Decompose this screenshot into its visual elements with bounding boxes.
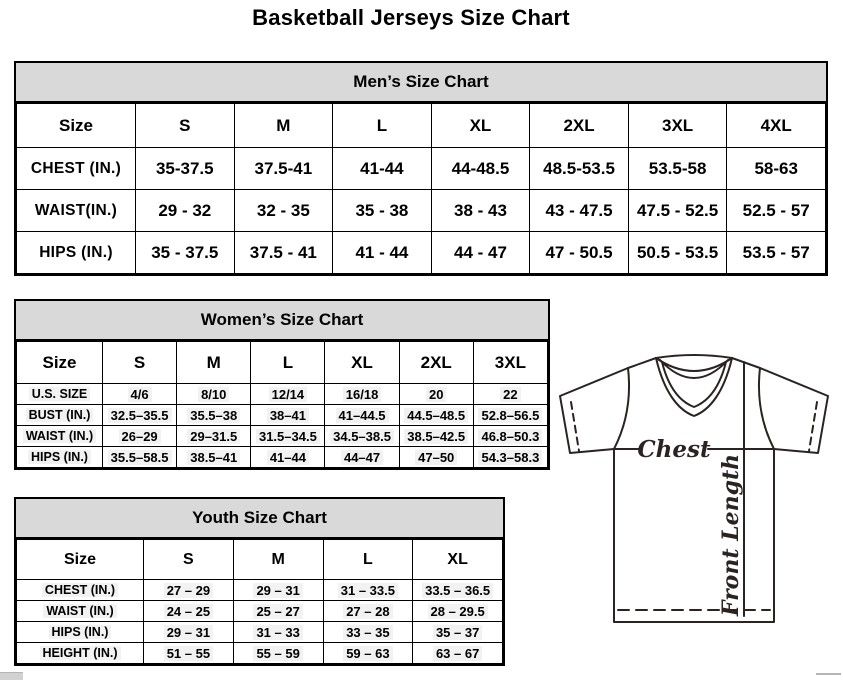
table-cell: [399, 405, 473, 426]
mens-chart-title: Men’s Size Chart: [16, 63, 826, 103]
cell-value: 38 - 43: [454, 200, 507, 220]
cell-value: 29–31.5: [187, 429, 240, 444]
jersey-body-outline: [614, 449, 774, 622]
table-cell: [233, 580, 323, 601]
column-header: Size: [17, 104, 136, 148]
cell-value: 31 – 33.5: [338, 583, 398, 598]
jersey-right-shoulder: [732, 358, 760, 368]
table-cell: [234, 148, 333, 190]
table-cell: [473, 384, 547, 405]
jersey-measurement-diagram: [552, 350, 843, 635]
column-header: 2XL: [530, 104, 629, 148]
table-cell: [628, 190, 727, 232]
table-cell: [473, 447, 547, 468]
table-row: [17, 426, 548, 447]
row-label: [17, 190, 136, 232]
jersey-back-collar-arc-2: [660, 360, 728, 378]
table-row: [17, 232, 826, 274]
column-header: S: [144, 540, 234, 580]
cell-value: 22: [500, 387, 520, 402]
table-cell: [103, 426, 177, 447]
column-header: XL: [325, 342, 399, 384]
table-row: [17, 405, 548, 426]
table-cell: [727, 232, 826, 274]
jersey-collar-top: [656, 355, 732, 358]
chest-label: Chest: [637, 436, 711, 463]
cell-value: 31 – 33: [253, 625, 302, 640]
cell-value: 4/6: [128, 387, 152, 402]
cell-value: 55 – 59: [253, 646, 302, 661]
row-label: [17, 232, 136, 274]
cell-value: 29 – 31: [164, 625, 213, 640]
table-cell: [251, 447, 325, 468]
table-cell: [144, 643, 234, 664]
womens-chart-title: Women’s Size Chart: [16, 301, 548, 341]
cell-value: 16/18: [343, 387, 382, 402]
cell-value: 54.3–58.3: [478, 450, 542, 465]
row-label-text: U.S. SIZE: [29, 387, 91, 401]
table-cell: [413, 622, 503, 643]
column-header: L: [333, 104, 432, 148]
table-cell: [628, 232, 727, 274]
cell-value: 20: [426, 387, 446, 402]
cell-value: 44.5–48.5: [404, 408, 468, 423]
cell-value: 35-37.5: [155, 158, 214, 178]
cell-value: 41–44: [267, 450, 309, 465]
cell-value: 32 - 35: [256, 200, 310, 220]
column-header: M: [234, 104, 333, 148]
table-cell: [333, 232, 432, 274]
column-header: L: [323, 540, 413, 580]
table-row: [17, 622, 503, 643]
cell-value: 12/14: [269, 387, 308, 402]
cell-value: 41–44.5: [336, 408, 389, 423]
row-label-text: HEIGHT (IN.): [40, 646, 121, 660]
cell-value: 59 – 63: [343, 646, 392, 661]
womens-table: [16, 341, 548, 468]
cell-value: 35.5–58.5: [108, 450, 172, 465]
cell-value: 32.5–35.5: [108, 408, 172, 423]
cell-value: 44 - 47: [454, 242, 507, 262]
cell-value: 44-48.5: [451, 158, 510, 178]
cell-value: 50.5 - 53.5: [636, 242, 719, 262]
table-cell: [399, 384, 473, 405]
table-cell: [103, 405, 177, 426]
table-row: [17, 643, 503, 664]
table-cell: [233, 601, 323, 622]
table-cell: [103, 384, 177, 405]
row-label: [17, 426, 103, 447]
table-cell: [233, 622, 323, 643]
cell-value: 53.5 - 57: [742, 242, 810, 262]
row-label-text: BUST (IN.): [26, 408, 94, 422]
row-label: [17, 384, 103, 405]
row-label-text: CHEST (IN.): [42, 583, 118, 597]
table-cell: [323, 601, 413, 622]
front-length-label: Front Length: [718, 453, 744, 617]
header-row: [17, 104, 826, 148]
column-header: 3XL: [473, 342, 547, 384]
row-label-text: WAIST(IN.): [34, 201, 118, 219]
table-cell: [727, 148, 826, 190]
jersey-back-collar-arc-1: [656, 358, 732, 371]
table-cell: [413, 643, 503, 664]
table-cell: [144, 580, 234, 601]
cell-value: 41 - 44: [355, 242, 409, 262]
column-header: L: [251, 342, 325, 384]
cell-value: 47.5 - 52.5: [636, 200, 719, 220]
table-row: [17, 148, 826, 190]
table-cell: [323, 622, 413, 643]
table-cell: [333, 148, 432, 190]
cell-value: 24 – 25: [164, 604, 213, 619]
table-row: [17, 190, 826, 232]
column-header: S: [136, 104, 235, 148]
table-cell: [325, 447, 399, 468]
column-header: 4XL: [727, 104, 826, 148]
jersey-left-cuff-dashed-line: [571, 402, 579, 451]
row-label: [17, 148, 136, 190]
table-cell: [177, 426, 251, 447]
jersey-left-armhole: [614, 368, 629, 449]
table-cell: [325, 405, 399, 426]
row-label: [17, 447, 103, 468]
row-label: [17, 580, 144, 601]
cell-value: 43 - 47.5: [545, 200, 613, 220]
page-title: Basketball Jerseys Size Chart: [252, 5, 570, 30]
cell-value: 38.5–42.5: [404, 429, 468, 444]
table-cell: [333, 190, 432, 232]
row-label: [17, 405, 103, 426]
table-cell: [177, 405, 251, 426]
row-label: [17, 643, 144, 664]
jersey-right-cuff-dashed-line: [809, 402, 817, 451]
womens-size-chart: [14, 299, 550, 470]
cell-value: 37.5-41: [254, 158, 313, 178]
cell-value: 35 – 37: [433, 625, 482, 640]
cell-value: 46.8–50.3: [478, 429, 542, 444]
column-header: M: [177, 342, 251, 384]
table-cell: [399, 447, 473, 468]
table-cell: [136, 190, 235, 232]
youth-table: [16, 539, 503, 664]
table-cell: [727, 190, 826, 232]
table-cell: [413, 580, 503, 601]
mens-size-chart: [14, 61, 828, 276]
cell-value: 38.5–41: [187, 450, 240, 465]
column-header: 3XL: [628, 104, 727, 148]
row-label: [17, 601, 144, 622]
table-cell: [323, 580, 413, 601]
cell-value: 52.5 - 57: [742, 200, 810, 220]
table-cell: [413, 601, 503, 622]
column-header: Size: [17, 540, 144, 580]
cell-value: 33 – 35: [343, 625, 392, 640]
table-cell: [325, 384, 399, 405]
column-header: XL: [431, 104, 530, 148]
cell-value: 29 - 32: [158, 200, 212, 220]
youth-chart-title: Youth Size Chart: [16, 499, 503, 539]
table-cell: [251, 426, 325, 447]
table-row: [17, 601, 503, 622]
jersey-right-armhole: [759, 368, 774, 449]
cell-value: 47–50: [415, 450, 457, 465]
table-cell: [144, 622, 234, 643]
row-label-text: HIPS (IN.): [39, 243, 113, 261]
table-cell: [473, 405, 547, 426]
cell-value: 35.5–38: [187, 408, 240, 423]
table-row: [17, 447, 548, 468]
cell-value: 51 – 55: [164, 646, 213, 661]
jersey-left-shoulder: [628, 358, 656, 368]
cell-value: 44–47: [341, 450, 383, 465]
table-cell: [399, 426, 473, 447]
cell-value: 33.5 – 36.5: [422, 583, 493, 598]
table-cell: [136, 232, 235, 274]
table-cell: [431, 190, 530, 232]
table-row: [17, 580, 503, 601]
table-cell: [177, 447, 251, 468]
header-row: [17, 540, 503, 580]
row-label-text: WAIST (IN.): [23, 429, 96, 443]
table-cell: [251, 384, 325, 405]
table-cell: [177, 384, 251, 405]
table-cell: [431, 148, 530, 190]
cell-value: 35 - 38: [355, 200, 409, 220]
table-cell: [431, 232, 530, 274]
row-label-text: WAIST (IN.): [43, 604, 116, 618]
table-cell: [234, 190, 333, 232]
table-cell: [530, 148, 629, 190]
cell-value: 25 – 27: [253, 604, 302, 619]
table-cell: [144, 601, 234, 622]
column-header: S: [103, 342, 177, 384]
jersey-vneck-inner: [662, 362, 726, 407]
row-label-text: HIPS (IN.): [28, 450, 91, 464]
cell-value: 8/10: [198, 387, 229, 402]
cell-value: 63 – 67: [433, 646, 482, 661]
table-cell: [103, 447, 177, 468]
cell-value: 47 - 50.5: [545, 242, 613, 262]
cell-value: 28 – 29.5: [428, 604, 488, 619]
row-label: [17, 622, 144, 643]
column-header: M: [233, 540, 323, 580]
header-row: [17, 342, 548, 384]
cell-value: 58-63: [754, 158, 798, 178]
column-header: XL: [413, 540, 503, 580]
cell-value: 26–29: [119, 429, 161, 444]
row-label-text: HIPS (IN.): [49, 625, 112, 639]
cell-value: 35 - 37.5: [151, 242, 219, 262]
cell-value: 27 – 29: [164, 583, 213, 598]
youth-size-chart: [14, 497, 505, 666]
cell-value: 52.8–56.5: [478, 408, 542, 423]
row-label-text: CHEST (IN.): [30, 159, 122, 177]
column-header: Size: [17, 342, 103, 384]
table-cell: [473, 426, 547, 447]
table-cell: [325, 426, 399, 447]
scrollbar-fragment-right[interactable]: [816, 673, 841, 675]
table-cell: [233, 643, 323, 664]
cell-value: 37.5 - 41: [249, 242, 317, 262]
table-cell: [234, 232, 333, 274]
table-cell: [136, 148, 235, 190]
column-header: 2XL: [399, 342, 473, 384]
cell-value: 34.5–38.5: [330, 429, 394, 444]
table-cell: [530, 232, 629, 274]
table-cell: [251, 405, 325, 426]
cell-value: 29 – 31: [253, 583, 302, 598]
cell-value: 53.5-58: [648, 158, 707, 178]
cell-value: 41-44: [360, 158, 404, 178]
cell-value: 48.5-53.5: [543, 158, 615, 178]
mens-table: [16, 103, 826, 274]
cell-value: 27 – 28: [343, 604, 392, 619]
cell-value: 38–41: [267, 408, 309, 423]
table-cell: [323, 643, 413, 664]
table-cell: [628, 148, 727, 190]
table-cell: [530, 190, 629, 232]
table-row: [17, 384, 548, 405]
cell-value: 31.5–34.5: [256, 429, 320, 444]
